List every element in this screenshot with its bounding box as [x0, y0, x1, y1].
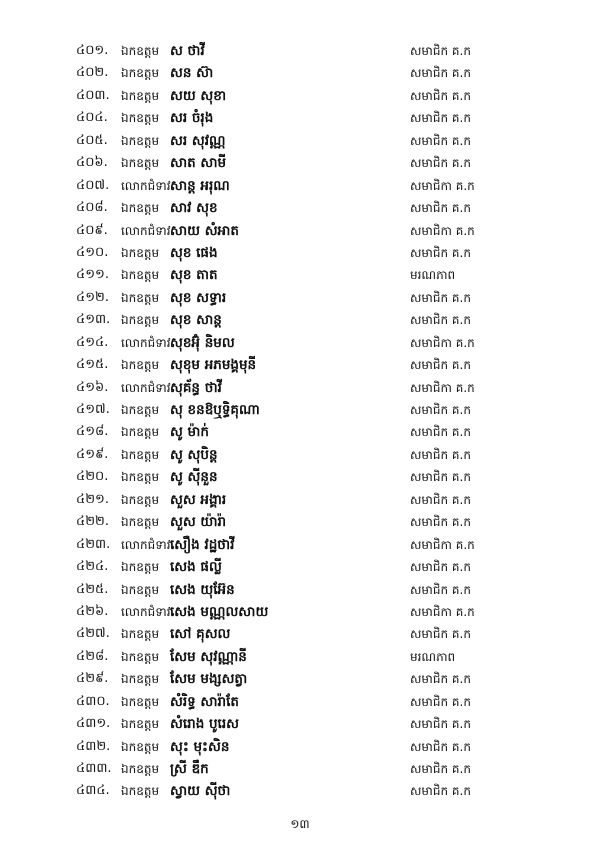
entry-name: សុះ មុះសិន — [170, 738, 230, 755]
entry-title: ឯកឧត្តម — [121, 784, 160, 799]
list-item — [0, 197, 600, 219]
entry-number: ៤០២. — [76, 65, 109, 81]
entry-title: ឯកឧត្តម — [121, 88, 160, 103]
entry-name: សេង មណ្ណលសាយ — [170, 603, 269, 620]
entry-title: លោកជំទាវ — [121, 335, 171, 350]
list-item — [0, 107, 600, 129]
list-item — [0, 736, 600, 758]
entry-number: ៤០១. — [76, 43, 109, 58]
entry-role: សមាជិក គ.ក — [410, 560, 471, 575]
entry-title: លោកជំទាវ — [121, 223, 171, 238]
entry-title: ឯកឧត្តម — [121, 672, 160, 687]
entry-name: សុខុម អភមង្គមុនី — [170, 357, 257, 374]
list-item — [0, 758, 600, 780]
entry-name: សួស អង្គារ — [170, 491, 227, 508]
entry-number: ៤៣៤. — [76, 783, 110, 799]
entry-number: ៤១៤. — [76, 334, 109, 350]
entry-name: សេង ផល្លី — [170, 559, 222, 576]
entry-role: សមាជិក គ.ក — [410, 133, 471, 148]
entry-name: សៅ គុសល — [170, 626, 231, 643]
entry-role: សមាជិក គ.ក — [410, 739, 471, 754]
entry-role: សមាជិក គ.ក — [410, 156, 471, 171]
entry-role: សមាជិក គ.ក — [410, 358, 471, 373]
entry-title: ឯកឧត្តម — [121, 268, 160, 283]
entry-title: ឯកឧត្តម — [121, 66, 160, 81]
list-item — [0, 691, 600, 713]
member-list — [0, 40, 600, 803]
entry-role: សមាជិក គ.ក — [410, 403, 471, 417]
list-item — [0, 623, 600, 645]
list-item — [0, 175, 600, 197]
list-item — [0, 780, 600, 802]
entry-name: សុខ សាន្ត — [170, 312, 222, 329]
entry-name: សរ ចំរុង — [170, 110, 214, 127]
list-item — [0, 354, 600, 376]
entry-role: សមាជិក គ.ក — [410, 290, 471, 305]
entry-title: ឯកឧត្តម — [121, 44, 160, 58]
entry-role: សមាជិកា គ.ក — [410, 380, 475, 395]
entry-number: ៤១០. — [76, 244, 109, 260]
entry-name: សុខ ផេង — [170, 244, 218, 261]
entry-role: សមាជិក គ.ក — [410, 515, 471, 530]
entry-title: ឯកឧត្តម — [121, 313, 160, 328]
list-item — [0, 444, 600, 466]
entry-title: ឯកឧត្តម — [121, 762, 160, 776]
entry-title: ឯកឧត្តម — [121, 560, 160, 575]
entry-title: ឯកឧត្តម — [121, 245, 160, 260]
entry-title: ឯកឧត្តម — [121, 111, 160, 126]
entry-role: សមាជិក គ.ក — [410, 470, 471, 485]
entry-name: សេង យុអ៊ែន — [170, 581, 235, 598]
list-item — [0, 332, 600, 354]
list-item — [0, 377, 600, 399]
entry-title: ឯកឧត្តម — [121, 649, 160, 664]
entry-name: សុ ខនឱឬទ្ធិគុណា — [170, 402, 260, 418]
entry-role: សមាជិក គ.ក — [410, 425, 471, 440]
entry-number: ៤០៧. — [76, 177, 110, 193]
entry-title: លោកជំទាវ — [121, 380, 171, 395]
entry-title: ឯកឧត្តម — [121, 358, 160, 373]
entry-title: ឯកឧត្តម — [121, 425, 160, 440]
entry-number: ៤២៥. — [76, 581, 109, 597]
entry-number: ៤០៤. — [76, 110, 108, 126]
entry-role: សមាជិក គ.ក — [410, 492, 471, 507]
entry-name: សយ សុខា — [170, 87, 227, 104]
entry-number: ៤២៩. — [76, 671, 109, 687]
entry-number: ៤០៩. — [76, 222, 108, 238]
entry-name: ស ថាវី — [170, 43, 205, 59]
entry-role: សមាជិក គ.ក — [410, 88, 471, 103]
entry-title: ឯកឧត្តម — [121, 470, 160, 485]
entry-number: ៤៣២. — [76, 738, 111, 754]
list-item — [0, 601, 600, 623]
entry-name: សាត សាមី — [170, 155, 227, 172]
list-item — [0, 62, 600, 84]
entry-title: លោកជំទាវ — [121, 604, 171, 619]
entry-title: ឯកឧត្តម — [121, 290, 160, 305]
entry-title: លោកជំទាវ — [121, 537, 171, 552]
entry-number: ៤៣១. — [76, 716, 111, 732]
entry-role: សមាជិក គ.ក — [410, 111, 471, 126]
page-number: ១៣ — [290, 817, 310, 831]
entry-role: សមាជិក គ.ក — [410, 44, 471, 58]
entry-role: សមាជិក គ.ក — [410, 627, 471, 642]
list-item — [0, 668, 600, 690]
entry-name: សាវ សុខ — [170, 200, 218, 217]
entry-number: ៤២៣. — [76, 536, 111, 552]
list-item — [0, 466, 600, 488]
list-item — [0, 579, 600, 601]
entry-number: ៤១៧. — [76, 402, 110, 417]
entry-role: សមាជិកា គ.ក — [410, 178, 475, 193]
list-item — [0, 287, 600, 309]
entry-number: ៤០៣. — [76, 87, 110, 103]
list-item — [0, 242, 600, 264]
entry-name: សរ សុវណ្ណ — [170, 132, 226, 149]
list-item — [0, 646, 600, 668]
entry-name: ស្វាយ ស៊ីថា — [170, 783, 231, 800]
entry-title: លោកជំទាវ — [121, 178, 171, 193]
entry-role: សមាជិកា គ.ក — [410, 335, 475, 350]
list-item — [0, 556, 600, 578]
list-item — [0, 511, 600, 533]
entry-number: ៤១៦. — [76, 379, 109, 395]
list-item — [0, 220, 600, 242]
entry-title: ឯកឧត្តម — [121, 201, 160, 216]
list-item — [0, 421, 600, 443]
entry-number: ៤២០. — [76, 469, 109, 485]
entry-number: ៤២៤. — [76, 559, 109, 575]
entry-number: ៤១៣. — [76, 312, 111, 328]
entry-title: ឯកឧត្តម — [121, 133, 160, 148]
list-item — [0, 85, 600, 107]
list-item — [0, 40, 600, 62]
entry-name: សុខ តាត — [170, 267, 218, 284]
list-item — [0, 264, 600, 286]
entry-number: ៤៣៣. — [76, 761, 112, 776]
entry-name: សាន្ត អរុណ — [170, 177, 230, 194]
entry-role: សមាជិកា គ.ក — [410, 223, 475, 238]
entry-role: សមាជិក គ.ក — [410, 313, 471, 328]
entry-number: ៤០៦. — [76, 155, 108, 171]
entry-name: ស្រី ឌឹក — [170, 761, 209, 777]
entry-role: សមាជិក គ.ក — [410, 717, 471, 732]
entry-number: ៤១១. — [76, 267, 110, 283]
entry-name: សុខ សទ្ធារ — [170, 289, 227, 306]
entry-title: ឯកឧត្តម — [121, 515, 160, 530]
entry-name: សាយ សំអាត — [170, 222, 239, 239]
entry-title: ឯកឧត្តម — [121, 492, 160, 507]
entry-name: សូ ស៊ីនួន — [170, 469, 218, 486]
entry-number: ៤២២. — [76, 514, 110, 530]
entry-title: ឯកឧត្តម — [121, 627, 160, 642]
entry-role: មរណភាព — [410, 649, 456, 664]
list-item — [0, 489, 600, 511]
entry-role: សមាជិក គ.ក — [410, 66, 471, 81]
entry-name: សុខអ៊ុំ និមល — [170, 334, 235, 351]
list-item — [0, 399, 600, 421]
list-item — [0, 309, 600, 331]
entry-number: ៤២១. — [76, 491, 110, 507]
entry-name: សូ សុបិន្ត — [170, 446, 218, 463]
entry-number: ៤១៨. — [76, 424, 109, 440]
list-item — [0, 152, 600, 174]
entry-name: សន ស៊ា — [170, 65, 214, 82]
entry-name: សុគ័ន្ធ ថាវី — [170, 379, 222, 396]
entry-title: ឯកឧត្តម — [121, 717, 160, 732]
entry-number: ៤០៥. — [76, 132, 108, 148]
entry-name: សំរោង បូរេស — [170, 716, 239, 733]
entry-title: ឯកឧត្តម — [121, 694, 160, 709]
entry-number: ៤១៥. — [76, 357, 109, 373]
entry-role: សមាជិក គ.ក — [410, 447, 471, 462]
entry-title: ឯកឧត្តម — [121, 739, 160, 754]
entry-role: សមាជិកា គ.ក — [410, 604, 475, 619]
entry-title: ឯកឧត្តម — [121, 582, 160, 597]
entry-role: សមាជិក គ.ក — [410, 245, 471, 260]
entry-number: ៤៣០. — [76, 693, 110, 709]
list-item — [0, 130, 600, 152]
entry-title: ឯកឧត្តម — [121, 403, 160, 417]
entry-number: ៤០៨. — [76, 200, 108, 216]
list-item — [0, 534, 600, 556]
entry-number: ៤១៩. — [76, 446, 109, 462]
entry-role: សមាជិក គ.ក — [410, 672, 471, 687]
entry-role: សមាជិកា គ.ក — [410, 537, 475, 552]
entry-name: សូ ម៉ាក់ — [170, 424, 209, 441]
entry-name: សែម សុវណ្ណានី — [170, 648, 247, 665]
entry-number: ៤១២. — [76, 289, 110, 305]
entry-role: សមាជិក គ.ក — [410, 762, 471, 776]
entry-title: ឯកឧត្តម — [121, 447, 160, 462]
entry-title: ឯកឧត្តម — [121, 156, 160, 171]
entry-role: សមាជិក គ.ក — [410, 784, 471, 799]
entry-role: សមាជិក គ.ក — [410, 582, 471, 597]
entry-number: ៤២៧. — [76, 626, 110, 642]
entry-name: សឿង វដ្ឋថាវី — [170, 536, 235, 553]
entry-role: សមាជិក គ.ក — [410, 694, 471, 709]
entry-name: សួស យ៉ារ៉ា — [170, 514, 227, 531]
list-item — [0, 713, 600, 735]
entry-role: មរណភាព — [410, 268, 456, 283]
entry-number: ៤២៦. — [76, 603, 109, 619]
entry-number: ៤២៨. — [76, 648, 109, 664]
entry-name: សំរិទ្ធ សារ៉ាតែ — [170, 693, 239, 710]
entry-name: សែម មង្សសត្វា — [170, 671, 248, 688]
entry-role: សមាជិក គ.ក — [410, 201, 471, 216]
